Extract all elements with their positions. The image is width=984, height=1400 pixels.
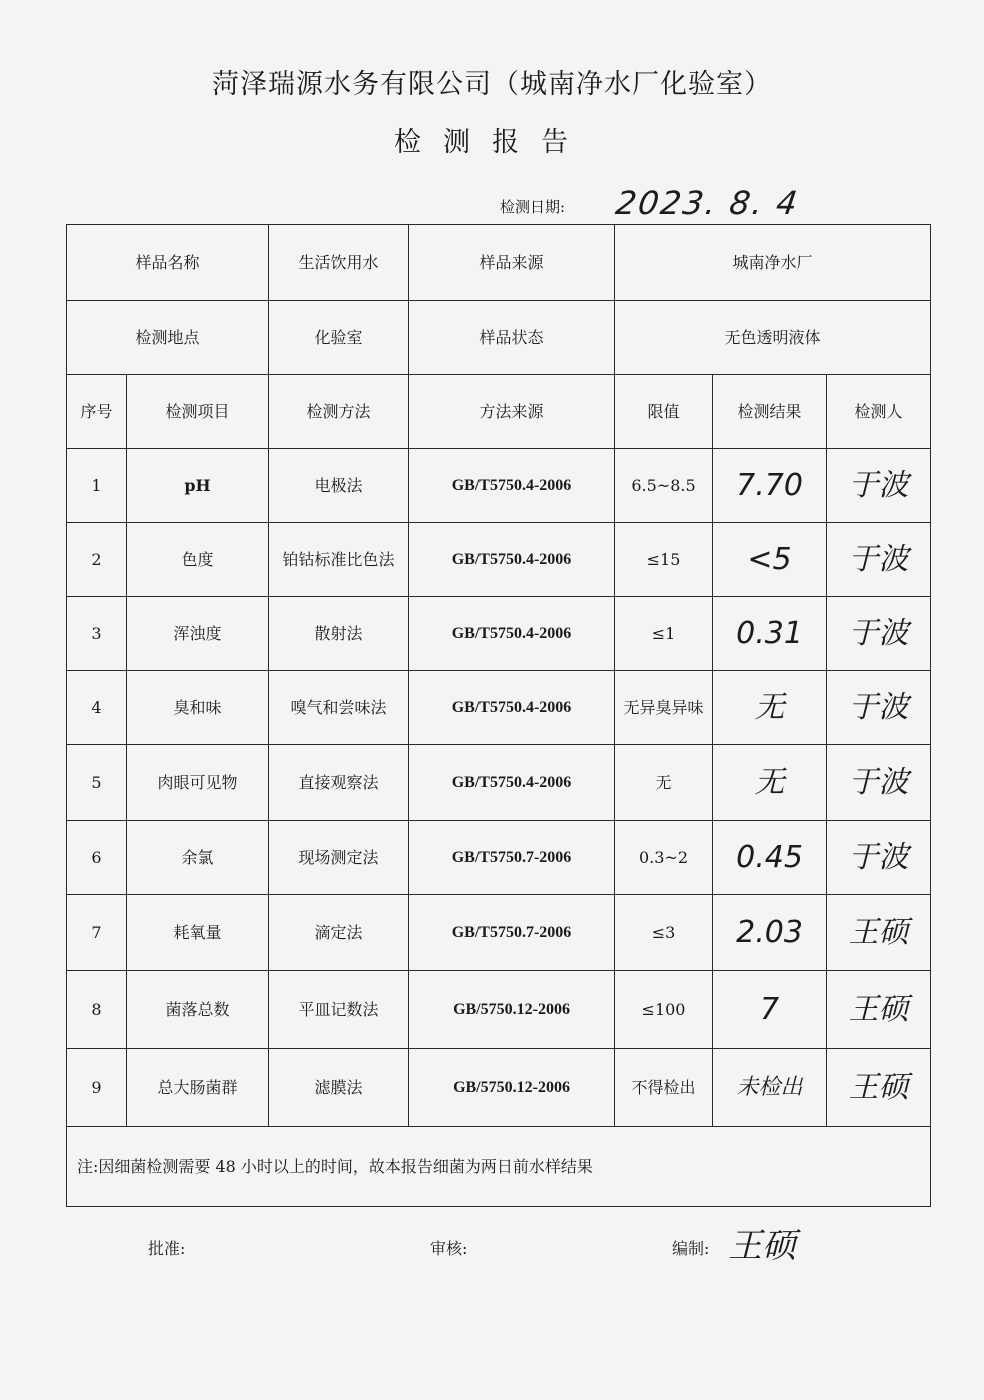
row-method: 散射法: [269, 597, 409, 671]
row-tester: 于波: [827, 449, 931, 523]
table-row: [67, 1049, 931, 1127]
row-method: 平皿记数法: [269, 971, 409, 1049]
row-source: GB/T5750.7-2006: [409, 821, 615, 895]
row-seq: 8: [67, 971, 127, 1049]
row-limit: 无异臭异味: [615, 671, 713, 745]
row-limit: ≤15: [615, 523, 713, 597]
col-result: 检测结果: [713, 375, 827, 449]
row-tester: 于波: [827, 671, 931, 745]
row-method: 现场测定法: [269, 821, 409, 895]
row-seq: 4: [67, 671, 127, 745]
row-method: 滤膜法: [269, 1049, 409, 1127]
review-label: 审核:: [430, 1239, 468, 1258]
row-result: 7: [713, 971, 827, 1049]
table-row: [67, 821, 931, 895]
column-header-row: [67, 375, 931, 449]
col-method: 检测方法: [269, 375, 409, 449]
report-title: 菏泽瑞源水务有限公司（城南净水厂化验室）: [212, 69, 772, 100]
row-limit: 6.5~8.5: [615, 449, 713, 523]
row-result: 无: [713, 745, 827, 821]
row-method: 铂钴标准比色法: [269, 523, 409, 597]
col-limit: 限值: [615, 375, 713, 449]
row-method: 滴定法: [269, 895, 409, 971]
row-method: 嗅气和尝味法: [269, 671, 409, 745]
row-source: GB/T5750.7-2006: [409, 895, 615, 971]
row-method: 直接观察法: [269, 745, 409, 821]
row-seq: 9: [67, 1049, 127, 1127]
row-method: 电极法: [269, 449, 409, 523]
report-subtitle: 检测报告: [394, 127, 590, 158]
sample-name: 生活饮用水: [269, 225, 409, 301]
row-tester: 王硕: [827, 971, 931, 1049]
table-row: [67, 895, 931, 971]
info-row-2: [67, 301, 931, 375]
sample-state: 无色透明液体: [615, 301, 931, 375]
row-source: GB/T5750.4-2006: [409, 597, 615, 671]
col-seq: 序号: [67, 375, 127, 449]
row-tester: 王硕: [827, 895, 931, 971]
row-seq: 1: [67, 449, 127, 523]
row-tester: 王硕: [827, 1049, 931, 1127]
row-seq: 2: [67, 523, 127, 597]
row-item: 肉眼可见物: [127, 745, 269, 821]
row-source: GB/5750.12-2006: [409, 971, 615, 1049]
row-item: 浑浊度: [127, 597, 269, 671]
sample-source: 城南净水厂: [615, 225, 931, 301]
table-row: [67, 597, 931, 671]
row-result: 2.03: [713, 895, 827, 971]
row-limit: ≤1: [615, 597, 713, 671]
row-result: 7.70: [713, 449, 827, 523]
row-seq: 7: [67, 895, 127, 971]
row-item: pH: [127, 449, 269, 523]
row-result: 0.31: [713, 597, 827, 671]
report-table: [66, 224, 931, 1207]
test-location: 化验室: [269, 301, 409, 375]
sample-name-label: 样品名称: [67, 225, 269, 301]
row-tester: 于波: [827, 821, 931, 895]
col-item: 检测项目: [127, 375, 269, 449]
test-location-label: 检测地点: [67, 301, 269, 375]
row-tester: 于波: [827, 745, 931, 821]
row-item: 臭和味: [127, 671, 269, 745]
row-result: 无: [713, 671, 827, 745]
row-source: GB/T5750.4-2006: [409, 449, 615, 523]
row-source: GB/T5750.4-2006: [409, 745, 615, 821]
sample-state-label: 样品状态: [409, 301, 615, 375]
table-row: [67, 671, 931, 745]
row-result: 未检出: [713, 1049, 827, 1127]
info-row-1: [67, 225, 931, 301]
row-seq: 3: [67, 597, 127, 671]
row-result: <5: [713, 523, 827, 597]
col-method-source: 方法来源: [409, 375, 615, 449]
table-row: [67, 971, 931, 1049]
col-tester: 检测人: [827, 375, 931, 449]
row-limit: 不得检出: [615, 1049, 713, 1127]
row-result: 0.45: [713, 821, 827, 895]
row-item: 色度: [127, 523, 269, 597]
sample-source-label: 样品来源: [409, 225, 615, 301]
row-limit: 无: [615, 745, 713, 821]
row-source: GB/T5750.4-2006: [409, 523, 615, 597]
test-date-label: 检测日期:: [500, 198, 566, 216]
compiler-signature: 王硕: [728, 1226, 796, 1266]
row-item: 总大肠菌群: [127, 1049, 269, 1127]
row-item: 菌落总数: [127, 971, 269, 1049]
row-limit: ≤100: [615, 971, 713, 1049]
row-item: 余氯: [127, 821, 269, 895]
row-source: GB/T5750.4-2006: [409, 671, 615, 745]
row-seq: 6: [67, 821, 127, 895]
note-row: [67, 1127, 931, 1207]
approve-label: 批准:: [148, 1239, 186, 1258]
row-limit: 0.3~2: [615, 821, 713, 895]
report-note: 注:因细菌检测需要 48 小时以上的时间，故本报告细菌为两日前水样结果: [67, 1127, 931, 1207]
row-limit: ≤3: [615, 895, 713, 971]
row-tester: 于波: [827, 523, 931, 597]
row-source: GB/5750.12-2006: [409, 1049, 615, 1127]
row-item: 耗氧量: [127, 895, 269, 971]
test-date-value: 2023. 8. 4: [613, 184, 802, 222]
compile-label: 编制:: [672, 1239, 710, 1258]
table-row: [67, 523, 931, 597]
row-tester: 于波: [827, 597, 931, 671]
row-seq: 5: [67, 745, 127, 821]
table-row: [67, 449, 931, 523]
table-row: [67, 745, 931, 821]
